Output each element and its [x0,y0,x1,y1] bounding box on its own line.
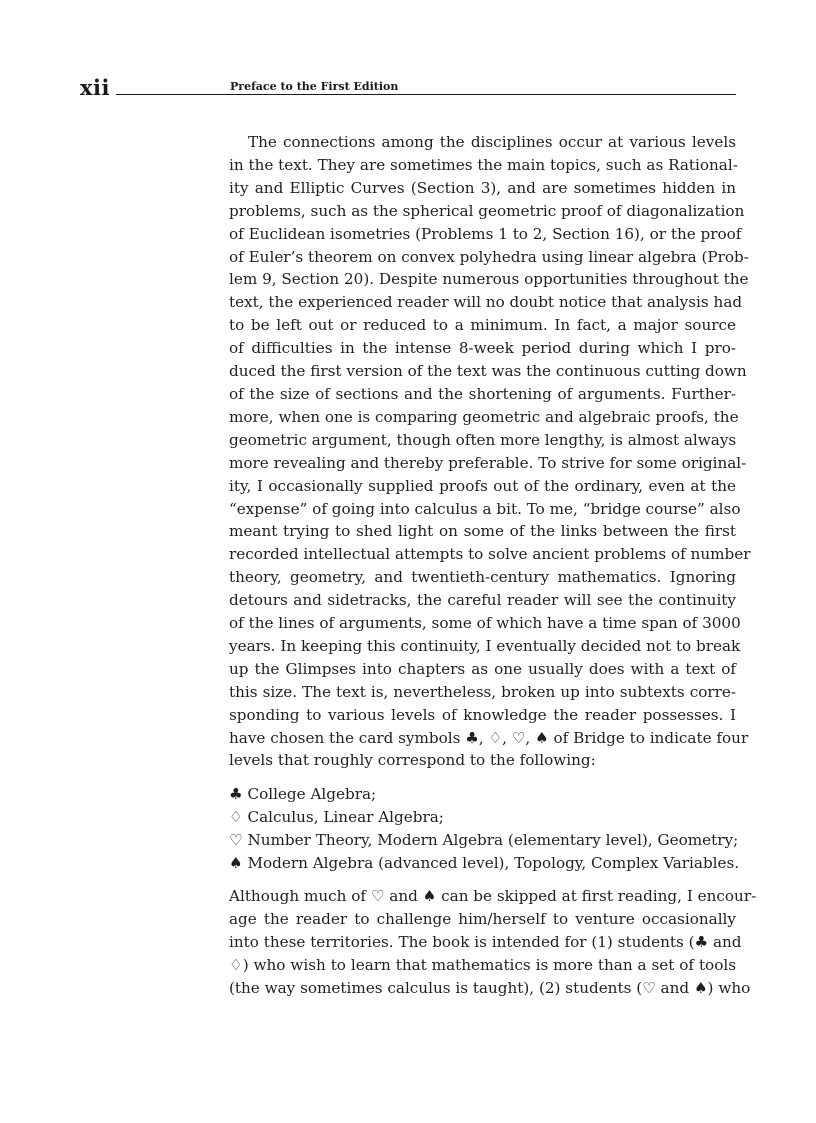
text-line: into these territories. The book is intended for (1) students (♣ and [229,932,742,951]
text-line: ♢) who wish to learn that mathematics is more than a set of tools [229,955,736,974]
text-line: in the text. They are sometimes the main topics, such as Rational- [229,155,738,174]
text-line: problems, such as the spherical geometric proof of diagonalization [229,201,745,220]
text-line: recorded intellectual attempts to solve ancient problems of number [229,545,751,564]
text-line: theory, geometry, and twentieth-century mathematics. Ignoring [229,568,736,587]
level-item-diamonds: ♢ Calculus, Linear Algebra; [229,808,444,827]
text-line: detours and sidetracks, the careful reader will see the continuity [229,591,736,610]
text-line: more, when one is comparing geometric and algebraic proofs, the [229,407,739,426]
level-item-hearts: ♡ Number Theory, Modern Algebra (elementary level), Geometry; [229,831,739,850]
text-line: age the reader to challenge him/herself to venture occasionally [229,909,736,928]
text-line: up the Glimpses into chapters as one usually does with a text of [229,659,736,678]
text-line: “expense” of going into calculus a bit. To me, “bridge course” also [229,499,741,518]
page-header [80,76,736,100]
text-line: of difficulties in the intense 8-week period during which I pro- [229,339,736,358]
text-line: have chosen the card symbols ♣, ♢, ♡, ♠ of Bridge to indicate four [229,728,749,747]
text-line: The connections among the disciplines occur at various levels [248,133,736,151]
text-line: duced the first version of the text was the continuous cutting down [229,362,747,381]
level-item-clubs: ♣ College Algebra; [229,785,377,804]
levels-list [229,783,740,875]
text-line: years. In keeping this continuity, I eventually decided not to break [229,636,741,655]
text-line: Although much of ♡ and ♠ can be skipped at first reading, I encour- [229,887,757,905]
text-line: levels that roughly correspond to the following: [229,751,596,770]
text-line: of Euler’s theorem on convex polyhedra using linear algebra (Prob- [229,247,749,266]
text-line: of Euclidean isometries (Problems 1 to 2, Section 16), or the proof [229,224,742,243]
text-line: sponding to various levels of knowledge the reader possesses. I [229,705,736,724]
text-line: ity and Elliptic Curves (Section 3), and are sometimes hidden in [229,178,736,197]
body-text [229,131,757,1000]
running-head: Preface to the First Edition [230,80,399,93]
text-line: lem 9, Section 20). Despite numerous opportunities throughout the [229,270,749,289]
text-line: meant trying to shed light on some of the links between the first [229,522,736,541]
paragraph-2 [229,885,757,1000]
header-rule [116,94,736,95]
text-line: to be left out or reduced to a minimum. In fact, a major source [229,316,736,335]
page-number: xii [80,75,110,100]
text-line: geometric argument, though often more lengthy, is almost always [229,430,737,449]
text-line: this size. The text is, nevertheless, broken up into subtexts corre- [229,682,736,701]
paragraph-1 [229,131,751,772]
text-line: of the size of sections and the shortening of arguments. Further- [229,384,736,403]
text-line: more revealing and thereby preferable. To strive for some original- [229,453,747,472]
text-line: ity, I occasionally supplied proofs out of the ordinary, even at the [229,476,736,495]
text-line: text, the experienced reader will no doubt notice that analysis had [229,293,743,312]
text-line: of the lines of arguments, some of which have a time span of 3000 [229,614,741,633]
text-line: (the way sometimes calculus is taught), (2) students (♡ and ♠) who [229,978,751,997]
level-item-spades: ♠ Modern Algebra (advanced level), Topology, Complex Variables. [229,854,740,873]
